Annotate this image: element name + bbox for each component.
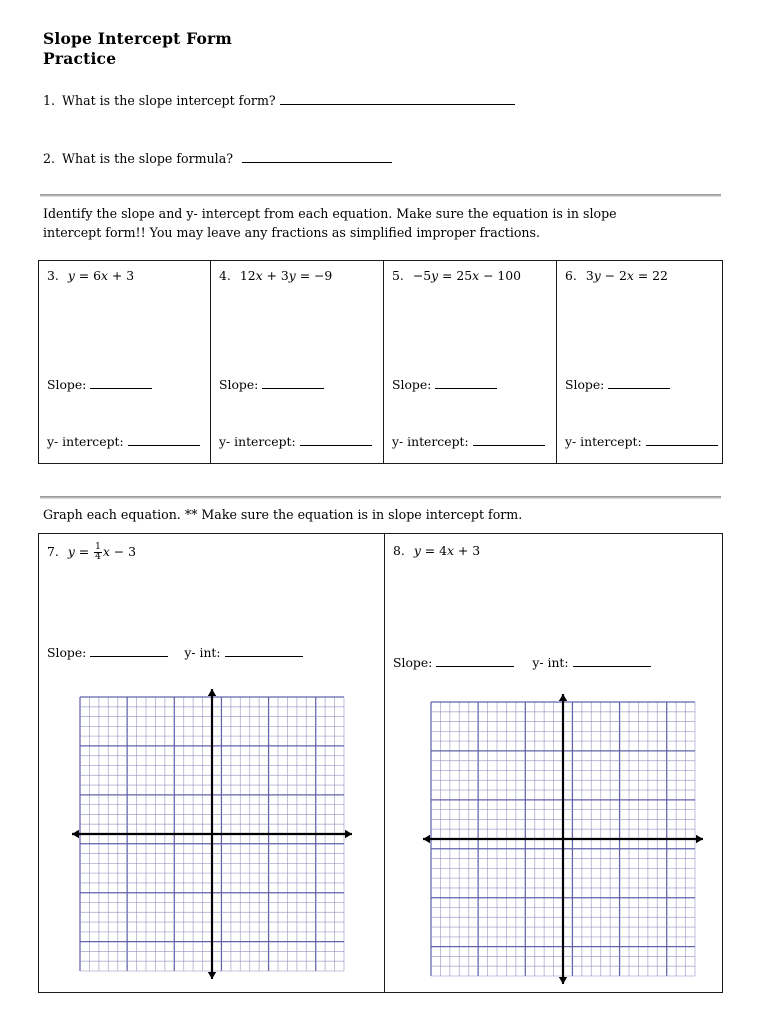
- problem-4-slope-label: Slope:: [219, 377, 259, 392]
- page-title-line-1: Slope Intercept Form: [43, 29, 232, 48]
- graph-cell-7: [39, 534, 384, 992]
- problem-5-equation: −5y = 25x − 100: [412, 268, 522, 283]
- problem-3-number: 3.: [47, 268, 59, 283]
- problem-8-yint-label: y- int:: [532, 655, 569, 670]
- problem-4-yintercept-label: y- intercept:: [219, 434, 296, 449]
- problem-8-answers: [393, 654, 651, 670]
- problem-6-yintercept-label: y- intercept:: [565, 434, 642, 449]
- question-2-answer-blank[interactable]: [242, 150, 392, 163]
- question-1: [43, 92, 515, 109]
- instructions-section-1: [43, 204, 713, 242]
- section-divider-1: [40, 194, 721, 197]
- problem-6-number: 6.: [565, 268, 577, 283]
- problem-7-answers: [47, 644, 303, 660]
- problem-6-equation: 3y − 2x = 22: [585, 268, 668, 283]
- question-2-text: What is the slope formula?: [62, 151, 233, 166]
- problem-5-yintercept-blank[interactable]: [473, 433, 545, 446]
- problem-3-slope-answer: [47, 376, 152, 392]
- problem-6-slope-answer: [565, 376, 670, 392]
- instructions-section-1-line-2: intercept form!! You may leave any fractions as simplified improper fractions.: [43, 225, 541, 240]
- graph-problem-7-svg: [72, 689, 352, 979]
- problem-5-slope-label: Slope:: [392, 377, 432, 392]
- problem-4-slope-blank[interactable]: [262, 376, 324, 389]
- problem-4-label: [219, 268, 332, 283]
- problem-5-number: 5.: [392, 268, 404, 283]
- problem-5-yintercept-answer: [392, 433, 545, 449]
- equation-cell-3: [39, 261, 210, 463]
- graph-table: [38, 533, 723, 993]
- question-1-answer-blank[interactable]: [280, 92, 515, 105]
- graph-problem-8-svg: [423, 694, 703, 984]
- problem-3-equation: y = 6x + 3: [67, 268, 135, 283]
- graph-problem-7[interactable]: [72, 689, 352, 983]
- question-1-text: What is the slope intercept form?: [62, 93, 276, 108]
- question-2: [43, 150, 392, 167]
- problem-7-yint-label: y- int:: [184, 645, 221, 660]
- problem-8-slope-blank[interactable]: [436, 654, 514, 667]
- problem-5-label: [392, 268, 521, 283]
- question-1-number: 1.: [43, 93, 56, 108]
- problem-4-number: 4.: [219, 268, 231, 283]
- instructions-section-2: Graph each equation. ** Make sure the equation is in slope intercept form.: [43, 507, 523, 522]
- problem-3-yintercept-blank[interactable]: [128, 433, 200, 446]
- problem-8-equation: y = 4x + 3: [413, 543, 481, 558]
- problem-3-yintercept-answer: [47, 433, 200, 449]
- problem-8-yint-blank[interactable]: [573, 654, 651, 667]
- page-title-line-2: Practice: [43, 49, 117, 68]
- problem-6-label: [565, 268, 668, 283]
- problem-6-slope-label: Slope:: [565, 377, 605, 392]
- problem-7-label: [47, 543, 136, 562]
- problem-8-slope-label: Slope:: [393, 655, 433, 670]
- equation-cell-4: [211, 261, 383, 463]
- problem-5-yintercept-label: y- intercept:: [392, 434, 469, 449]
- problem-6-yintercept-blank[interactable]: [646, 433, 718, 446]
- problem-4-equation: 12x + 3y = −9: [239, 268, 333, 283]
- problem-5-slope-answer: [392, 376, 497, 392]
- problem-8-label: [393, 543, 480, 558]
- problem-5-slope-blank[interactable]: [435, 376, 497, 389]
- problem-7-slope-label: Slope:: [47, 645, 87, 660]
- equation-table: [38, 260, 723, 464]
- problem-3-slope-blank[interactable]: [90, 376, 152, 389]
- problem-7-equation: y = $\frac{1}{4}$ x − 3: [67, 542, 136, 563]
- instructions-section-1-line-1: Identify the slope and y- intercept from each equation. Make sure the equation is in slope: [43, 206, 617, 221]
- graph-cell-8: [385, 534, 724, 992]
- problem-4-slope-answer: [219, 376, 324, 392]
- problem-3-label: [47, 268, 134, 283]
- problem-6-yintercept-answer: [565, 433, 718, 449]
- page-title: [43, 29, 443, 69]
- equation-cell-5: [384, 261, 556, 463]
- problem-4-yintercept-answer: [219, 433, 372, 449]
- question-2-number: 2.: [43, 151, 56, 166]
- problem-3-yintercept-label: y- intercept:: [47, 434, 124, 449]
- problem-7-number: 7.: [47, 544, 59, 560]
- problem-7-yint-blank[interactable]: [225, 644, 303, 657]
- problem-3-slope-label: Slope:: [47, 377, 87, 392]
- section-divider-2: [40, 496, 721, 499]
- problem-7-slope-blank[interactable]: [90, 644, 168, 657]
- problem-4-yintercept-blank[interactable]: [300, 433, 372, 446]
- equation-cell-6: [557, 261, 724, 463]
- problem-6-slope-blank[interactable]: [608, 376, 670, 389]
- problem-8-number: 8.: [393, 543, 405, 558]
- graph-problem-8[interactable]: [423, 694, 703, 988]
